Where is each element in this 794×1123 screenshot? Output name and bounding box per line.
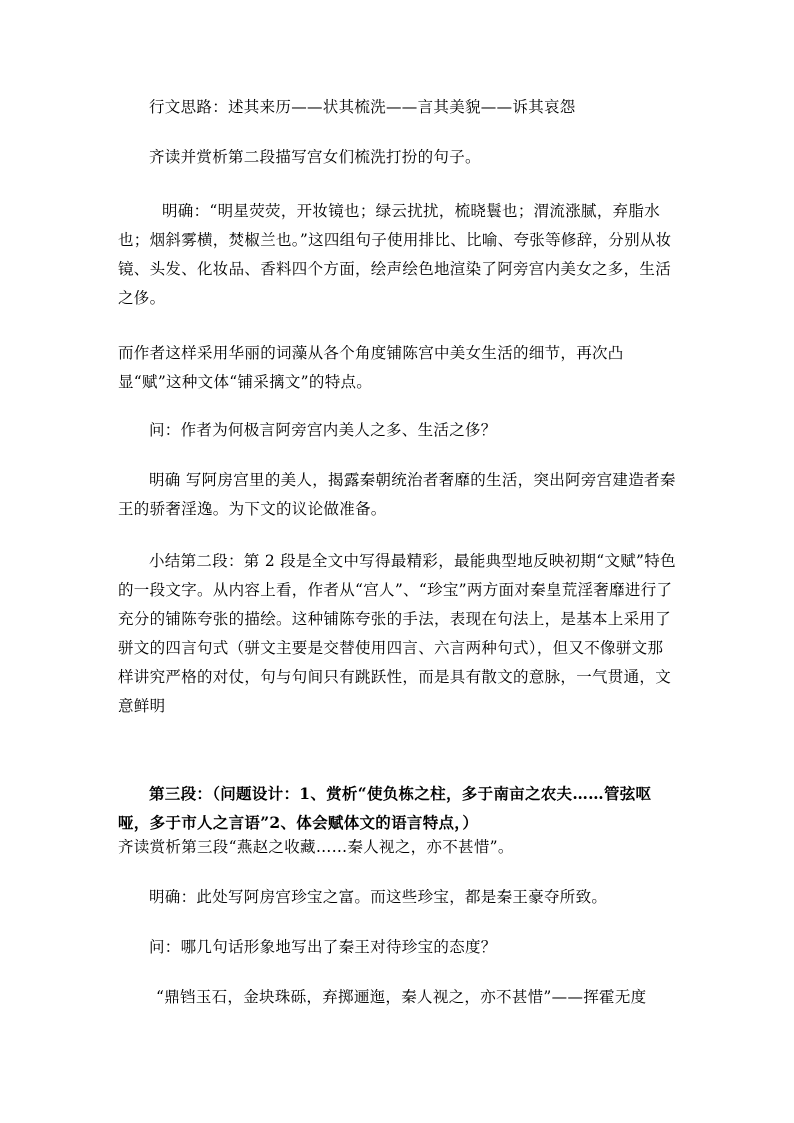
paragraph-summary-second-section: 小结第二段：第 2 段是全文中写得最精彩，最能典型地反映初期“文赋”特色的一段文字。从内容上看，作者从“宫人”、“珍宝”两方面对秦皇荒淫奢靡进行了充分的铺陈夸张的描绘。这种铺陈夸张的手法，表现在句法上，是基本上采用了骈文的四言句式（骈文主要是交替使用四言、六言两种句式），但又不像骈文那样讲究严格的对仗，句与句间只有跳跃性，而是具有散文的意脉，一气贯通，文意鲜明 [118,552,676,715]
paragraph-answer-toilette: 明确：“明星荧荧，开妆镜也；绿云扰扰，梳晓鬟也；渭流涨腻，弃脂水也；烟斜雾横，焚椒兰也。”这四组句子使用排比、比喻、夸张等修辞，分别从妆镜、头发、化妆品、香料四个方面，绘声绘色地渲染了阿旁宫内美女之多，生活之侈。 [118,202,672,307]
paragraph-question-attitude: 问：哪几句话形象地写出了秦王对待珍宝的态度？ [149,938,497,956]
paragraph-third-section-heading: 第三段：（问题设计：1、赏析“使负栋之柱，多于南亩之农夫……管弦呕哑，多于市人之言语”2、体会赋体文的语言特点，） [118,784,652,832]
paragraph-read-second-section: 齐读并赏析第二段描写宫女们梳洗打扮的句子。 [149,148,481,166]
paragraph-answer-beauties: 明确 写阿房宫里的美人，揭露秦朝统治者奢靡的生活，突出阿旁宫建造者秦王的骄奢淫逸。为下文的议论做准备。 [118,471,676,518]
paragraph-quote-squander: “鼎铛玉石，金块珠砾，弃掷逦迤，秦人视之，亦不甚惜”——挥霍无度 [156,988,647,1006]
paragraph-question-beauties: 问：作者为何极言阿旁宫内美人之多、生活之侈？ [149,421,497,439]
paragraph-fu-style: 而作者这样采用华丽的词藻从各个角度铺陈宫中美女生活的细节，再次凸显“赋”这种文体“铺采摛文”的特点。 [118,344,624,391]
paragraph-read-third-section: 齐读赏析第三段“燕赵之收藏……秦人视之，亦不甚惜”。 [118,838,514,856]
paragraph-writing-outline: 行文思路：述其来历——状其梳洗——言其美貌——诉其哀怨 [149,98,576,116]
paragraph-answer-treasures: 明确：此处写阿房宫珍宝之富。而这些珍宝，都是秦王豪夺所致。 [149,888,608,906]
